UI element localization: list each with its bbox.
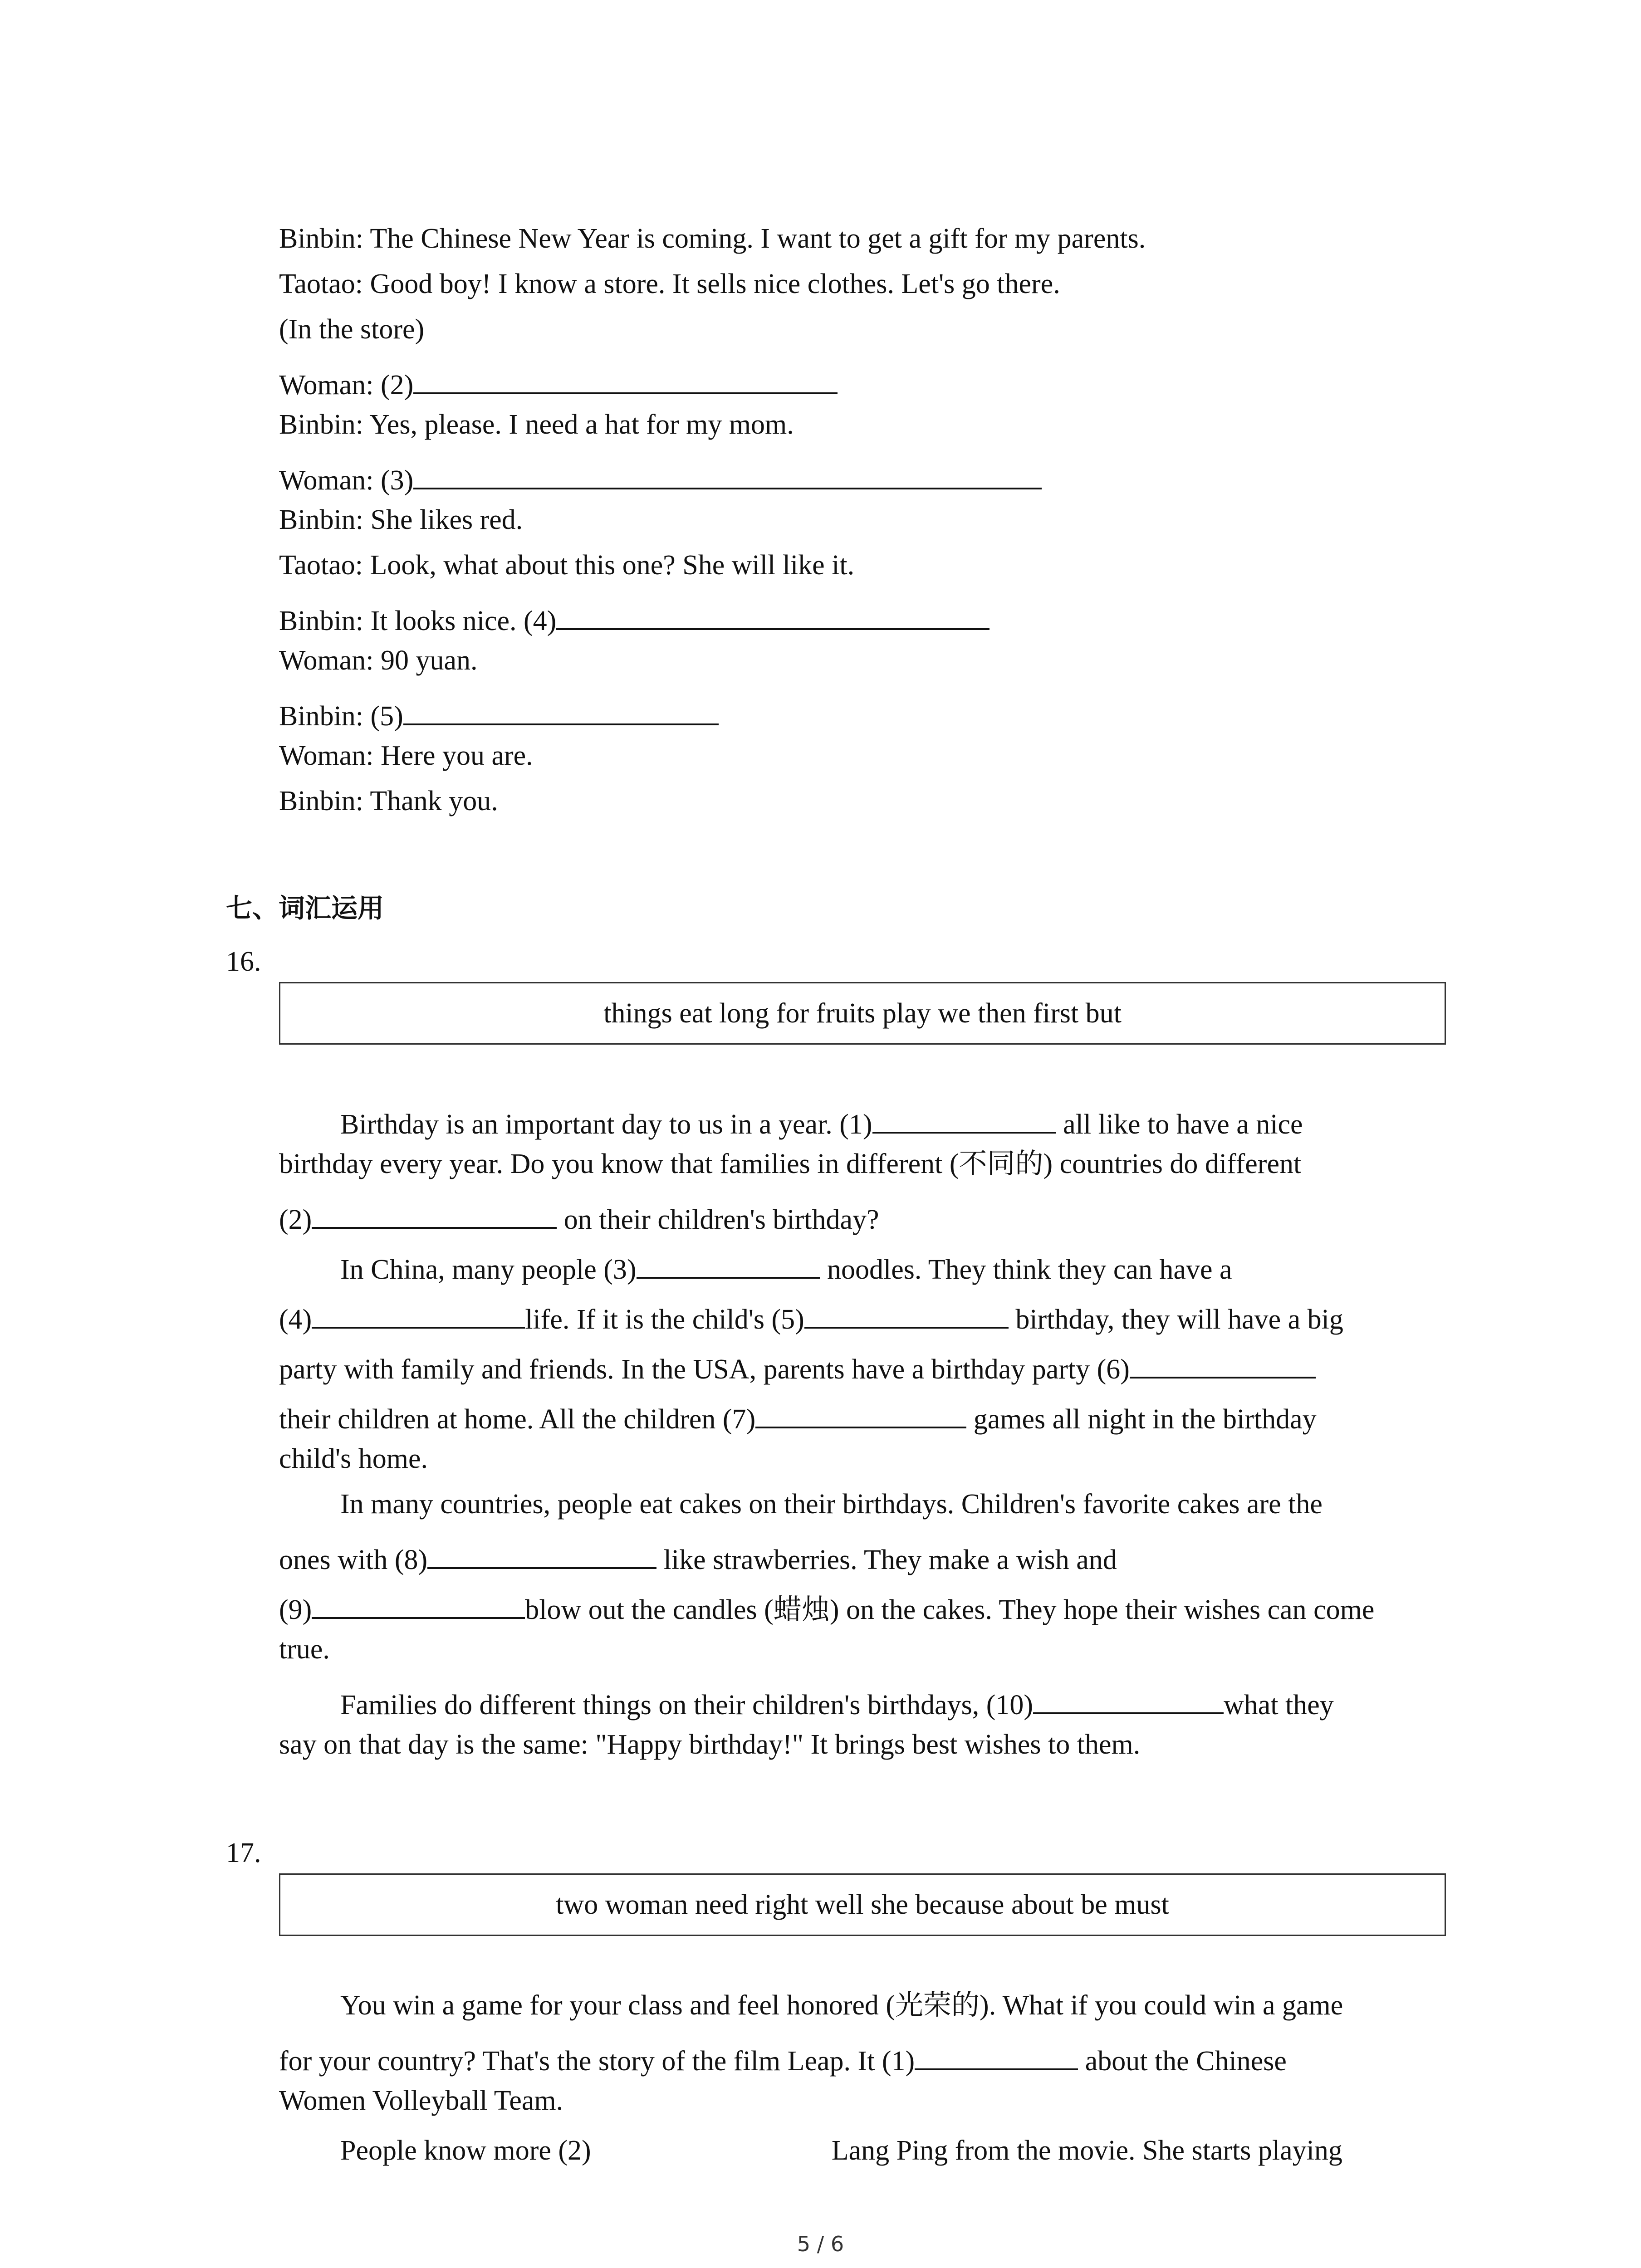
section-heading: 七、词汇运用: [226, 893, 384, 924]
answer-blank[interactable]: [556, 601, 989, 630]
passage-line: In many countries, people eat cakes on their birthdays. Children's favorite cakes are the: [340, 1489, 1323, 1520]
answer-blank[interactable]: [427, 1540, 656, 1569]
word-bank-text: things eat long for fruits play we then first but: [603, 997, 1122, 1029]
answer-blank[interactable]: [1130, 1349, 1316, 1378]
passage-line: You win a game for your class and feel honored (光荣的). What if you could win a game: [340, 1990, 1343, 2021]
passage-line: for your country? That's the story of the film Leap. It (1) about the Chinese: [279, 2041, 1287, 2075]
word-bank-box: [279, 982, 1446, 1045]
passage-line: birthday every year. Do you know that families in different (不同的) countries do different: [279, 1149, 1302, 1179]
answer-blank[interactable]: [804, 1300, 1009, 1329]
answer-blank[interactable]: [312, 1200, 557, 1229]
answer-blank[interactable]: [312, 1300, 525, 1329]
answer-blank[interactable]: [915, 2041, 1078, 2070]
passage-line: say on that day is the same: "Happy birthday!" It brings best wishes to them.: [279, 1729, 1141, 1760]
passage-line: their children at home. All the children (7) games all night in the birthday: [279, 1399, 1317, 1433]
dialogue-line: Binbin: Thank you.: [279, 786, 498, 816]
answer-blank[interactable]: [1033, 1685, 1224, 1714]
passage-line: People know more (2) Lang Ping from the movie. She starts playing: [340, 2135, 1342, 2166]
answer-blank[interactable]: [637, 1250, 820, 1279]
dialogue-line: (In the store): [279, 314, 425, 345]
dialogue-line: Binbin: The Chinese New Year is coming. I want to get a gift for my parents.: [279, 223, 1146, 254]
word-bank-text: two woman need right well she because about be must: [556, 1889, 1169, 1920]
dialogue-line: Taotao: Look, what about this one? She will like it.: [279, 550, 855, 581]
dialogue-line: Woman: (3): [279, 460, 1042, 494]
passage-line: Women Volleyball Team.: [279, 2085, 563, 2116]
passage-line: child's home.: [279, 1443, 428, 1474]
page-number: 5 / 6: [797, 2232, 844, 2256]
question-number: 16.: [226, 946, 261, 977]
answer-blank[interactable]: [312, 1590, 525, 1619]
dialogue-line: Woman: 90 yuan.: [279, 645, 478, 676]
passage-line: (2) on their children's birthday?: [279, 1200, 879, 1234]
passage-line: ones with (8) like strawberries. They make a wish and: [279, 1540, 1117, 1574]
dialogue-line: Woman: Here you are.: [279, 740, 533, 771]
answer-blank[interactable]: [413, 460, 1042, 489]
passage-line: Families do different things on their children's birthdays, (10) what they: [340, 1685, 1334, 1719]
dialogue-line: Taotao: Good boy! I know a store. It sells nice clothes. Let's go there.: [279, 269, 1060, 299]
answer-blank[interactable]: [403, 696, 719, 725]
passage-line: party with family and friends. In the USA, parents have a birthday party (6): [279, 1349, 1316, 1383]
dialogue-line: Binbin: (5): [279, 696, 719, 730]
question-number: 17.: [226, 1838, 261, 1868]
dialogue-line: Binbin: It looks nice. (4): [279, 601, 989, 635]
word-bank-box: [279, 1873, 1446, 1936]
passage-line: (9) blow out the candles (蜡烛) on the cakes. They hope their wishes can come: [279, 1590, 1374, 1624]
passage-line: Birthday is an important day to us in a year. (1) all like to have a nice: [340, 1105, 1303, 1139]
passage-line: In China, many people (3) noodles. They think they can have a: [340, 1250, 1232, 1284]
answer-blank[interactable]: [755, 1399, 966, 1428]
passage-line: (4) life. If it is the child's (5) birthday, they will have a big: [279, 1300, 1343, 1334]
passage-line: true.: [279, 1634, 330, 1665]
answer-blank[interactable]: [413, 365, 838, 394]
dialogue-line: Binbin: She likes red.: [279, 504, 523, 535]
dialogue-line: Binbin: Yes, please. I need a hat for my mom.: [279, 409, 794, 440]
dialogue-line: Woman: (2): [279, 365, 838, 399]
answer-blank[interactable]: [872, 1105, 1056, 1134]
